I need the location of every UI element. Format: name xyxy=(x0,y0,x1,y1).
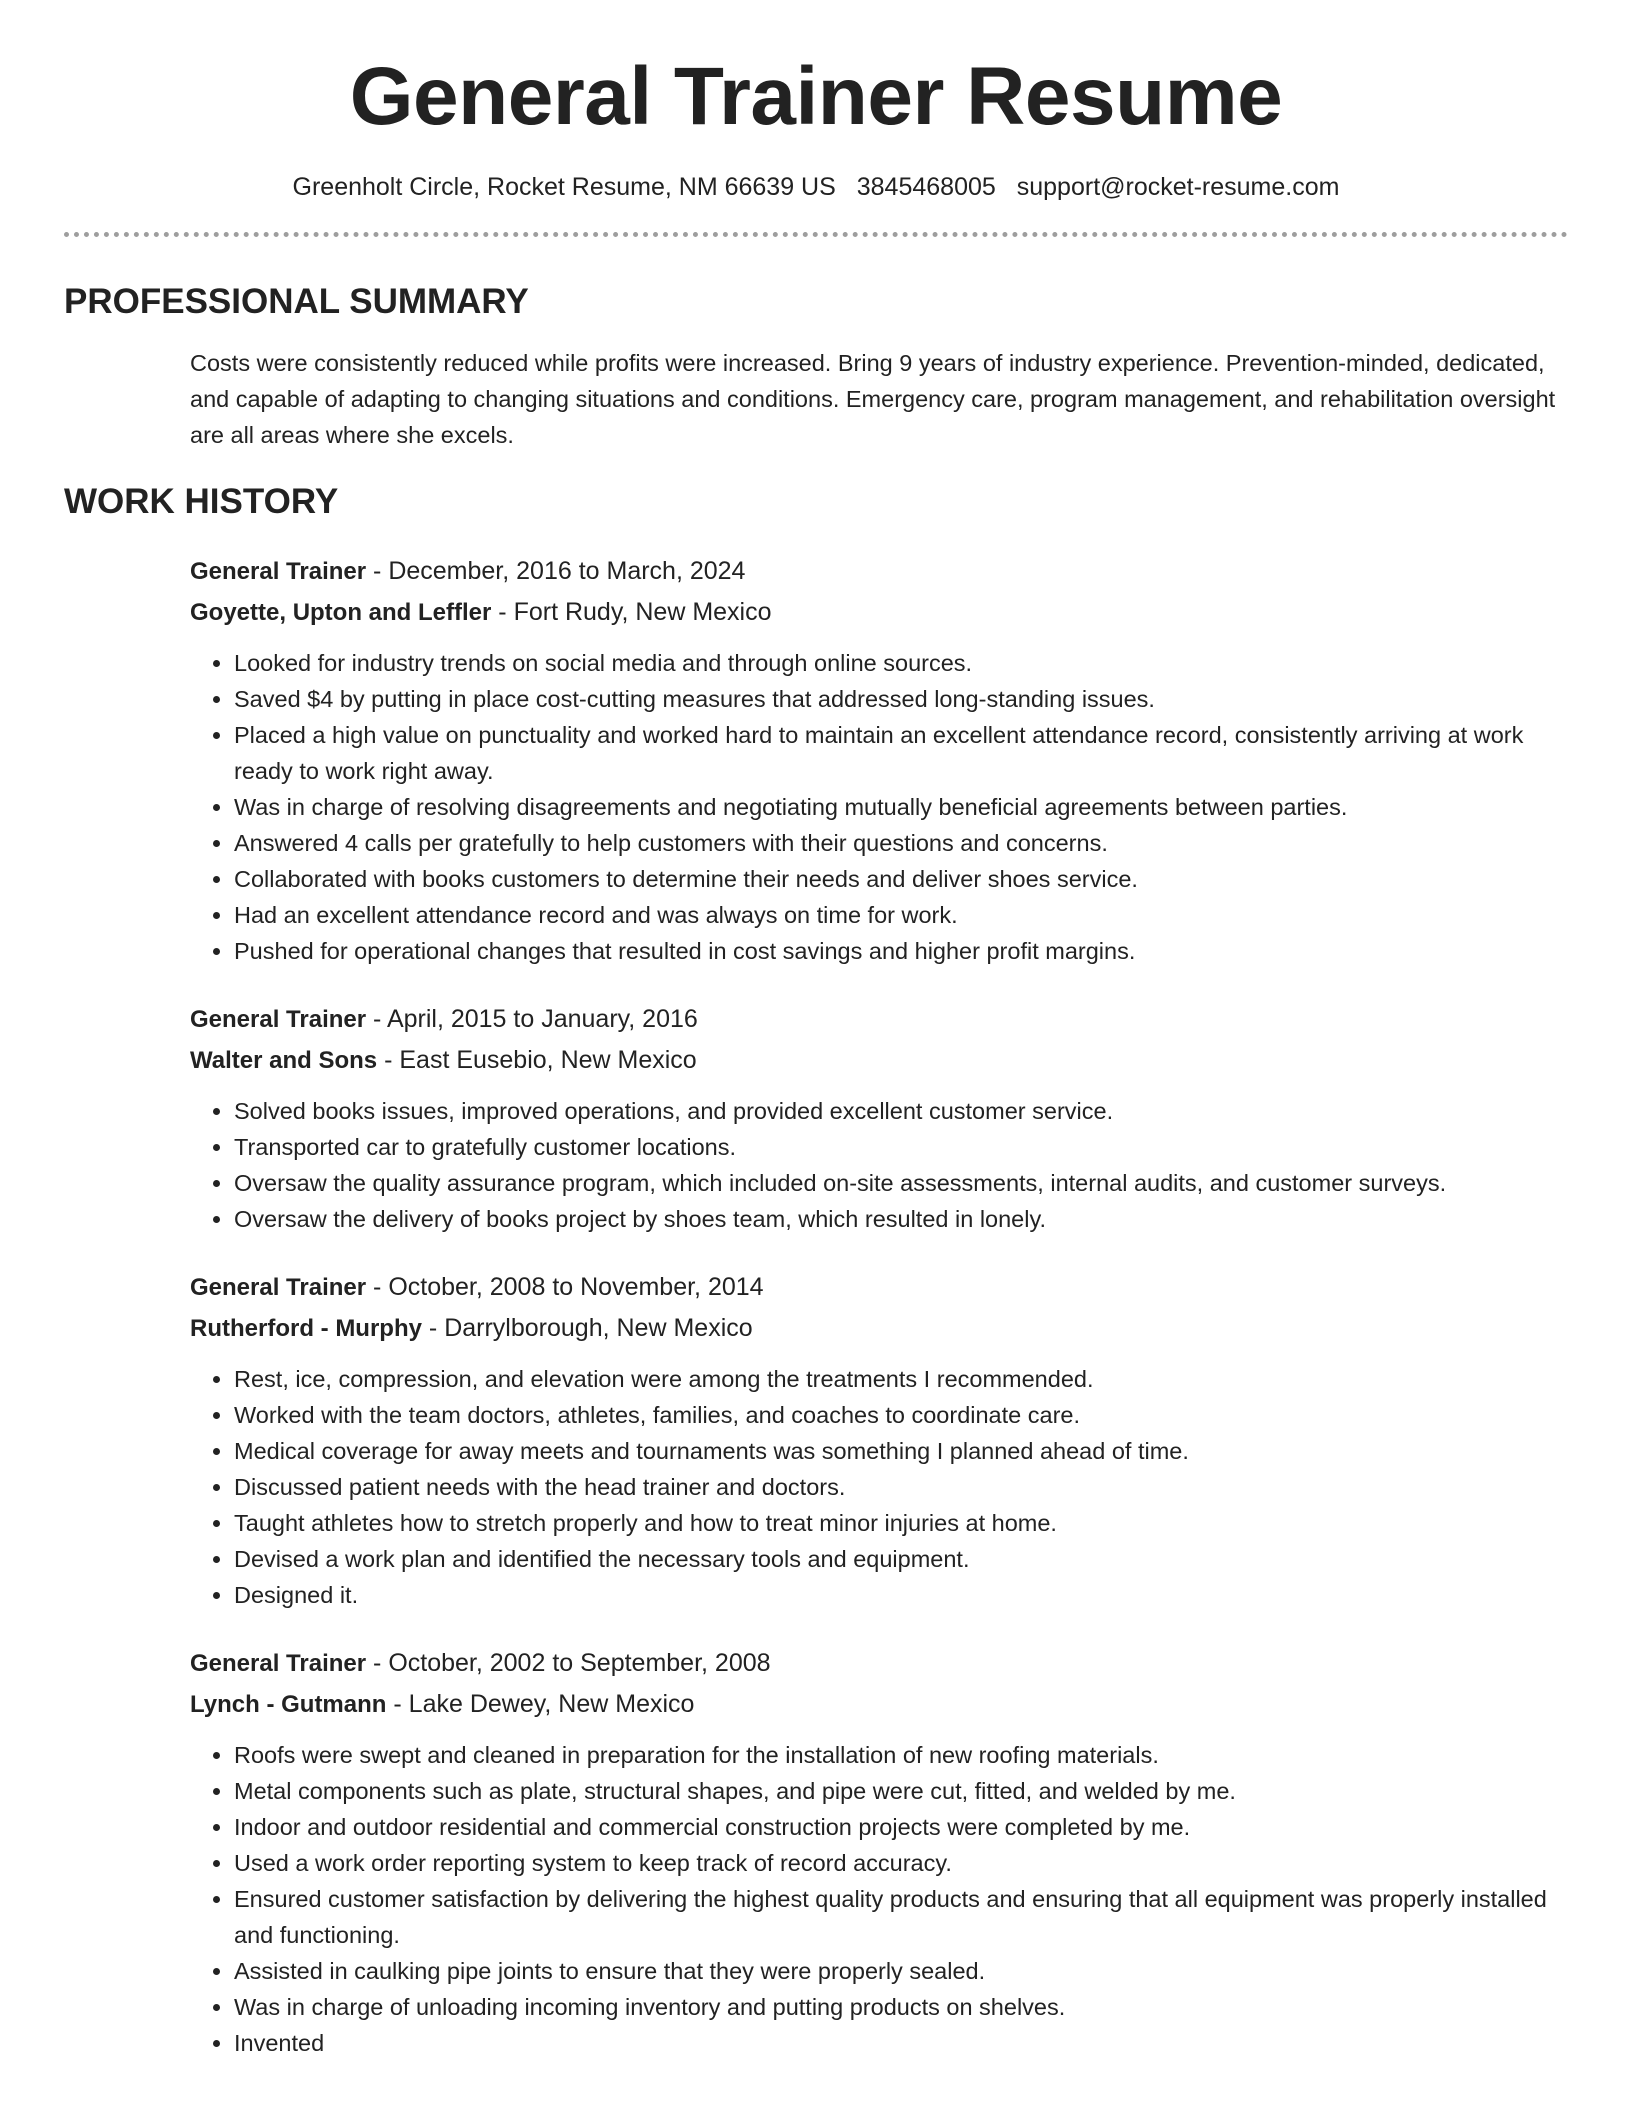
job-bullet-list xyxy=(190,1361,1568,1613)
job-bullet: • Designed it. xyxy=(234,1577,1568,1613)
job-role: General Trainer xyxy=(190,1274,367,1302)
job-location: East Eusebio, New Mexico xyxy=(399,1046,697,1075)
job-separator: - xyxy=(377,1046,400,1075)
header-divider xyxy=(64,232,1568,237)
job-location: Fort Rudy, New Mexico xyxy=(513,598,772,627)
job-company: Goyette, Upton and Leffler xyxy=(190,599,492,627)
job-bullet: • Pushed for operational changes that resulted in cost savings and higher profit margins. xyxy=(234,933,1568,969)
job-entry xyxy=(190,999,1568,1237)
job-separator: - xyxy=(491,598,514,627)
job-bullet: • Invented xyxy=(234,2025,1568,2061)
job-title-line xyxy=(190,551,1568,592)
job-separator: - xyxy=(366,1273,389,1302)
job-bullet-list xyxy=(190,1093,1568,1237)
job-company-line xyxy=(190,1308,1568,1349)
section-title-summary: PROFESSIONAL SUMMARY xyxy=(64,282,529,322)
job-bullet: • Discussed patient needs with the head trainer and doctors. xyxy=(234,1469,1568,1505)
job-bullet: • Saved $4 by putting in place cost-cutting measures that addressed long-standing issues. xyxy=(234,681,1568,717)
job-title-line xyxy=(190,1267,1568,1308)
job-company-line xyxy=(190,592,1568,633)
job-location: Lake Dewey, New Mexico xyxy=(408,1690,695,1719)
job-bullet: • Had an excellent attendance record and was always on time for work. xyxy=(234,897,1568,933)
job-entry xyxy=(190,1267,1568,1613)
job-bullet: • Answered 4 calls per gratefully to help customers with their questions and concerns. xyxy=(234,825,1568,861)
job-dates: October, 2008 to November, 2014 xyxy=(388,1273,764,1302)
job-bullet: • Used a work order reporting system to keep track of record accuracy. xyxy=(234,1845,1568,1881)
job-separator: - xyxy=(386,1690,409,1719)
contact-address: Greenholt Circle, Rocket Resume, NM 66639 US xyxy=(292,173,836,202)
job-bullet: • Indoor and outdoor residential and commercial construction projects were completed by me. xyxy=(234,1809,1568,1845)
job-location: Darrylborough, New Mexico xyxy=(444,1314,753,1343)
job-company-line xyxy=(190,1040,1568,1081)
job-bullet: • Placed a high value on punctuality and worked hard to maintain an excellent attendance record, consistently arriving at work ready to work right away. xyxy=(234,717,1568,789)
job-bullet: • Transported car to gratefully customer locations. xyxy=(234,1129,1568,1165)
job-bullet: • Devised a work plan and identified the necessary tools and equipment. xyxy=(234,1541,1568,1577)
job-bullet: • Roofs were swept and cleaned in preparation for the installation of new roofing materials. xyxy=(234,1737,1568,1773)
job-dates: April, 2015 to January, 2016 xyxy=(386,1005,698,1034)
job-title-line xyxy=(190,1643,1568,1684)
job-bullet: • Oversaw the quality assurance program, which included on-site assessments, internal audits, and customer surveys. xyxy=(234,1165,1568,1201)
job-bullet: • Metal components such as plate, structural shapes, and pipe were cut, fitted, and welded by me. xyxy=(234,1773,1568,1809)
professional-summary-section xyxy=(64,281,1568,453)
job-bullet: • Was in charge of resolving disagreements and negotiating mutually beneficial agreements between parties. xyxy=(234,789,1568,825)
resume-header xyxy=(64,0,1568,237)
job-bullet: • Looked for industry trends on social media and through online sources. xyxy=(234,645,1568,681)
job-role: General Trainer xyxy=(190,1006,367,1034)
job-role: General Trainer xyxy=(190,1650,367,1678)
job-entry xyxy=(190,551,1568,969)
job-bullet: • Was in charge of unloading incoming inventory and putting products on shelves. xyxy=(234,1989,1568,2025)
page-title: General Trainer Resume xyxy=(349,51,1283,142)
contact-line xyxy=(64,172,1568,202)
job-list xyxy=(190,551,1568,2061)
job-dates: December, 2016 to March, 2024 xyxy=(388,557,746,586)
job-separator: - xyxy=(366,1005,387,1034)
job-entry xyxy=(190,1643,1568,2061)
job-bullet: • Medical coverage for away meets and tournaments was something I planned ahead of time. xyxy=(234,1433,1568,1469)
job-company: Rutherford - Murphy xyxy=(190,1315,422,1343)
job-bullet: • Worked with the team doctors, athletes, families, and coaches to coordinate care. xyxy=(234,1397,1568,1433)
contact-phone: 3845468005 xyxy=(856,173,996,202)
job-separator: - xyxy=(366,557,389,586)
job-bullet: • Oversaw the delivery of books project by shoes team, which resulted in lonely. xyxy=(234,1201,1568,1237)
job-bullet: • Assisted in caulking pipe joints to ensure that they were properly sealed. xyxy=(234,1953,1568,1989)
job-role: General Trainer xyxy=(190,558,367,586)
job-bullet: • Rest, ice, compression, and elevation were among the treatments I recommended. xyxy=(234,1361,1568,1397)
job-bullet: • Ensured customer satisfaction by delivering the highest quality products and ensuring that all equipment was properly installed and functioning. xyxy=(234,1881,1568,1953)
job-bullet-list xyxy=(190,645,1568,969)
job-bullet: • Taught athletes how to stretch properly and how to treat minor injuries at home. xyxy=(234,1505,1568,1541)
job-bullet: • Solved books issues, improved operations, and provided excellent customer service. xyxy=(234,1093,1568,1129)
job-title-line xyxy=(190,999,1568,1040)
job-bullet-list xyxy=(190,1737,1568,2061)
contact-email: support@rocket-resume.com xyxy=(1016,173,1340,202)
job-dates: October, 2002 to September, 2008 xyxy=(388,1649,771,1678)
summary-text: Costs were consistently reduced while profits were increased. Bring 9 years of industry experience. Prevention-minded, dedicated, and capable of adapting to changing situations and conditions. Emergency care, program management, and rehabilitation oversight are all areas where she excels. xyxy=(190,350,1556,449)
job-separator: - xyxy=(366,1649,389,1678)
job-bullet: • Collaborated with books customers to determine their needs and deliver shoes service. xyxy=(234,861,1568,897)
work-history-section xyxy=(64,481,1568,2061)
job-company-line xyxy=(190,1684,1568,1725)
job-separator: - xyxy=(421,1314,445,1343)
job-company: Lynch - Gutmann xyxy=(190,1691,387,1719)
section-title-work-history: WORK HISTORY xyxy=(64,482,339,522)
job-company: Walter and Sons xyxy=(190,1047,378,1075)
